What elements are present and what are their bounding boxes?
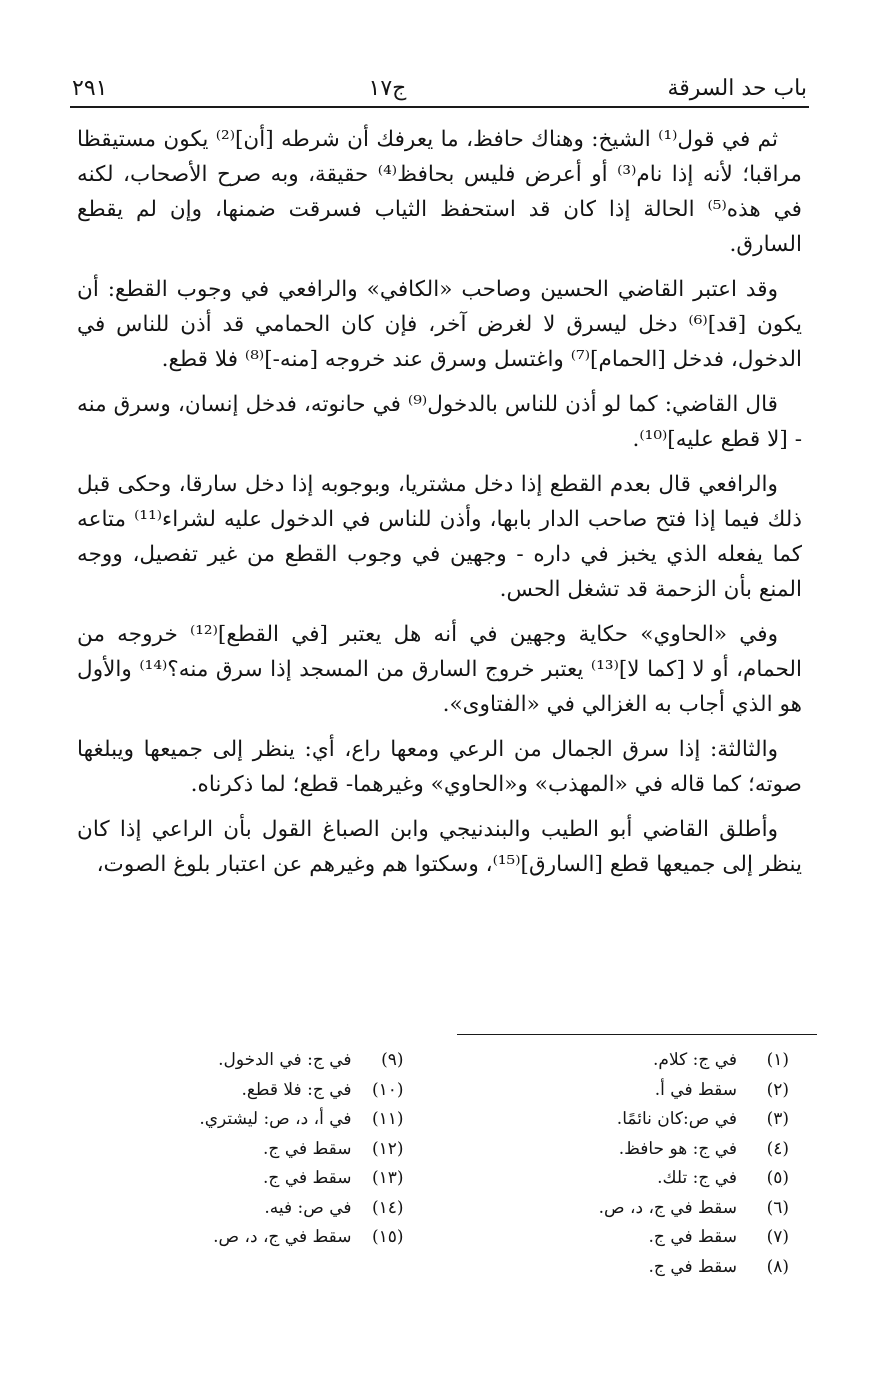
footnote-number: (١١) <box>371 1109 404 1129</box>
footnote-number: (١٣) <box>371 1168 404 1188</box>
footnote-item <box>444 1164 790 1194</box>
footnote-text: سقط في ج. <box>263 1138 352 1159</box>
footnote-text: سقط في ج، د، ص. <box>598 1197 737 1218</box>
footnote-item <box>70 1223 404 1253</box>
running-header <box>72 56 807 106</box>
paragraph: والرافعي قال بعدم القطع إذا دخل مشتريا، وبوجوبه إذا دخل سارقا، وحكى قبل ذلك فيما إذا فتح صاحب الدار بابها، وأذن للناس في الدخول عليه لشراء⁽¹¹⁾ متاعه كما يفعله الذي يخبز في داره - وجهين في وجوب القطع من غير تفصيل، ووجه المنع بأن الزحمة قد تشغل الحس. <box>77 472 802 602</box>
footnote-text: في ج: تلك. <box>657 1168 737 1188</box>
footnote-item <box>444 1223 790 1253</box>
footnote-text: في ج: هو حافظ. <box>618 1138 737 1159</box>
footnotes-column-right <box>444 1046 818 1282</box>
footnote-number: (٧) <box>766 1227 789 1247</box>
paragraph: وفي «الحاوي» حكاية وجهين في أنه هل يعتبر [في القطع]⁽¹²⁾ خروجه من الحمام، أو لا [كما لا]⁽¹³⁾ يعتبر خروج السارق من المسجد إذا سرق منه؟⁽¹⁴⁾ والأول هو الذي أجاب به الغزالي في «الفتاوى». <box>77 622 802 717</box>
paragraph: وقد اعتبر القاضي الحسين وصاحب «الكافي» والرافعي في وجوب القطع: أن يكون [قد]⁽⁶⁾ دخل ليسرق لا لغرض آخر، فإن كان الحمامي قد أذن للناس في الدخول، فدخل [الحمام]⁽⁷⁾ واغتسل وسرق عند خروجه [منه-]⁽⁸⁾ فلا قطع. <box>77 277 803 372</box>
footnote-number: (٦) <box>766 1197 789 1218</box>
footnote-item <box>70 1135 404 1165</box>
footnote-number: (٥) <box>766 1168 789 1188</box>
footnote-item <box>70 1164 404 1194</box>
footnote-text: في ج: كلام. <box>653 1050 737 1070</box>
footnote-item <box>444 1194 790 1224</box>
footnotes <box>70 1046 817 1282</box>
footnote-text: في ج: فلا قطع. <box>241 1079 352 1100</box>
footnote-item <box>444 1046 790 1076</box>
footnotes-column-left <box>70 1046 444 1282</box>
footnote-text: سقط في أ. <box>654 1079 737 1100</box>
footnote-item <box>444 1105 790 1135</box>
footnote-item <box>70 1046 404 1076</box>
footnote-number: (٢) <box>766 1079 789 1100</box>
footnote-item <box>444 1135 790 1165</box>
footnote-divider <box>457 1034 817 1035</box>
footnote-item <box>70 1105 404 1135</box>
footnote-number: (١) <box>766 1050 789 1070</box>
footnote-text: في أ، د، ص: ليشتري. <box>199 1109 352 1129</box>
footnote-text: في ص:كان نائمًا. <box>616 1109 737 1129</box>
footnote-text: في ج: في الدخول. <box>218 1050 352 1070</box>
footnote-number: (١٤) <box>371 1197 404 1218</box>
footnote-item <box>70 1194 404 1224</box>
paragraph: والثالثة: إذا سرق الجمال من الرعي ومعها راع، أي: ينظر إلى جميعها ويبلغها صوته؛ كما قاله في «المهذب» و«الحاوي» وغيرهما- قطع؛ لما ذكرناه. <box>77 737 802 797</box>
footnote-number: (١٠) <box>371 1079 404 1100</box>
footnote-number: (٨) <box>766 1256 789 1277</box>
footnote-text: سقط في ج. <box>648 1227 737 1247</box>
footnote-number: (١٢) <box>371 1138 404 1159</box>
footnote-item <box>444 1076 790 1106</box>
paragraph: ثم في قول⁽¹⁾ الشيخ: وهناك حافظ، ما يعرفك أن شرطه [أن]⁽²⁾ يكون مستيقظا مراقبا؛ لأنه إذا نام⁽³⁾ أو أعرض فليس بحافظ⁽⁴⁾ حقيقة، وبه صرح الأصحاب، لكنه في هذه⁽⁵⁾ الحالة إذا كان قد استحفظ الثياب فسرقت ضمنها، وإن لم يقطع السارق. <box>77 127 803 257</box>
footnote-number: (٣) <box>766 1109 789 1129</box>
footnote-text: سقط في ج، د، ص. <box>213 1227 352 1247</box>
chapter-title: باب حد السرقة <box>667 76 807 101</box>
page-number: ٢٩١ <box>72 76 108 101</box>
footnote-number: (١٥) <box>371 1227 404 1247</box>
footnote-text: في ص: فيه. <box>264 1197 352 1218</box>
footnote-number: (٤) <box>766 1138 789 1159</box>
paragraph: قال القاضي: كما لو أذن للناس بالدخول⁽⁹⁾ في حانوته، فدخل إنسان، وسرق منه - [لا قطع عليه]⁽¹⁰⁾. <box>77 392 802 452</box>
header-divider <box>70 106 809 108</box>
footnote-item <box>70 1076 404 1106</box>
footnote-text: سقط في ج. <box>263 1168 352 1188</box>
paragraph: وأطلق القاضي أبو الطيب والبندنيجي وابن الصباغ القول بأن الراعي إذا كان ينظر إلى جميعها قطع [السارق]⁽¹⁵⁾، وسكتوا هم وغيرهم عن اعتبار بلوغ الصوت، <box>77 817 802 877</box>
footnote-number: (٩) <box>381 1050 404 1070</box>
footnote-item <box>444 1253 790 1283</box>
volume-label: ج١٧ <box>368 76 407 101</box>
footnote-text: سقط في ج. <box>648 1256 737 1277</box>
main-text <box>77 122 802 882</box>
